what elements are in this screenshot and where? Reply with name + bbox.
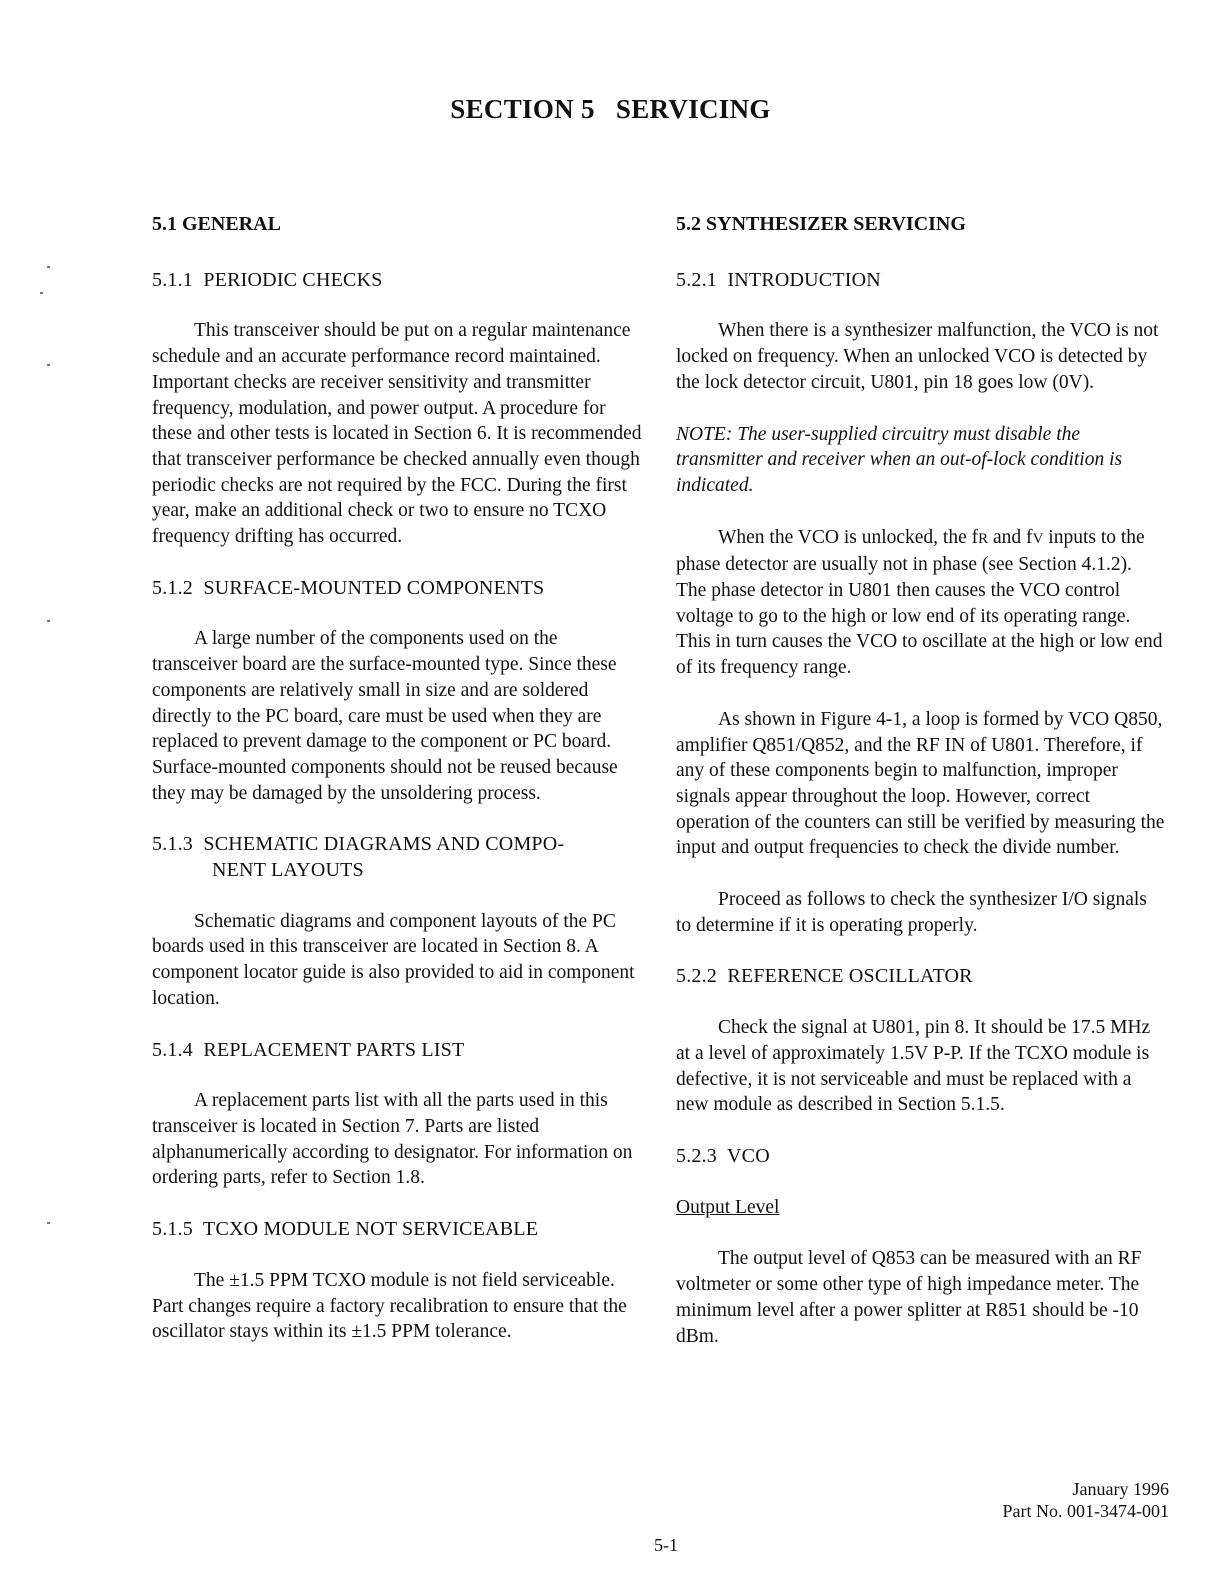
left-column [152, 212, 642, 1371]
footer-info [1003, 1478, 1169, 1522]
footer-part-number: Part No. 001-3474-001 [1002, 1501, 1169, 1521]
section-heading-synthesizer: 5.2 SYNTHESIZER SERVICING [676, 213, 966, 235]
heading-schematic-diagrams [152, 832, 642, 883]
paragraph-loop: As shown in Figure 4-1, a loop is formed by VCO Q850, amplifier Q851/Q852, and the RF IN of U801. Therefore, if any of these components begin to malfunction, improper signals appear throughout the loop. However, correct operation of the counters can still be verified by measuring the input and output frequencies to check the divide number. [676, 708, 1165, 859]
paragraph-tcxo-module: The ±1.5 PPM TCXO module is not field serviceable. Part changes require a factory recalibration to ensure that the oscillator stays within its ±1.5 PPM tolerance. [152, 1269, 627, 1343]
paragraph-unlocked-vco: When the VCO is unlocked, the fR and fV inputs to the phase detector are usually not in phase (see Section 4.1.2). The phase detector in U801 then causes the VCO control voltage to go to the high or low end of its operating range. This in turn causes the VCO to oscillate at the high or low end of its frequency range. [676, 526, 1163, 679]
heading-replacement-parts: 5.1.4 REPLACEMENT PARTS LIST [152, 1038, 465, 1061]
page-title: SECTION 5 SERVICING [450, 94, 771, 124]
page-number: 5-1 [654, 1535, 678, 1555]
margin-mark [47, 1222, 50, 1224]
heading-periodic-checks: 5.1.1 PERIODIC CHECKS [152, 268, 383, 291]
footer-date: January 1996 [1072, 1479, 1169, 1499]
heading-line: 5.1.3 SCHEMATIC DIAGRAMS AND COMPO- [152, 833, 565, 856]
paragraph-proceed: Proceed as follows to check the synthesizer I/O signals to determine if it is operating properly. [676, 889, 1147, 936]
paragraph-schematic-diagrams: Schematic diagrams and component layouts of the PC boards used in this transceiver are located in Section 8. A component locator guide is also provided to aid in component location. [152, 910, 635, 1009]
right-column [676, 212, 1166, 1375]
margin-mark [47, 620, 50, 622]
heading-introduction: 5.2.1 INTRODUCTION [676, 268, 881, 291]
margin-mark [47, 266, 50, 268]
heading-surface-mounted: 5.1.2 SURFACE-MOUNTED COMPONENTS [152, 576, 545, 599]
paragraph-introduction: When there is a synthesizer malfunction, the VCO is not locked on frequency. When an unlocked VCO is detected by the lock detector circuit, U801, pin 18 goes low (0V). [676, 320, 1159, 393]
heading-line: NENT LAYOUTS [212, 859, 364, 882]
subheading-output-level: Output Level [676, 1196, 780, 1218]
note-out-of-lock: NOTE: The user-supplied circuitry must disable the transmitter and receiver when an out-of-lock condition is indicated. [676, 423, 1123, 496]
paragraph-periodic-checks: This transceiver should be put on a regular maintenance schedule and an accurate performance record maintained. Important checks are receiver sensitivity and transmitter frequency, modulation, and power output. A procedure for these and other tests is located in Section 6. It is recommended that transceiver performance be checked annually even though periodic checks are not required by the FCC. During the first year, make an additional check or two to ensure no TCXO frequency drifting has occurred. [152, 320, 642, 548]
heading-reference-oscillator: 5.2.2 REFERENCE OSCILLATOR [676, 965, 973, 988]
paragraph-replacement-parts: A replacement parts list with all the parts used in this transceiver is located in Section 7. Parts are listed alphanumerically according to designator. For information on ordering parts, refer to Section 1.8. [152, 1090, 633, 1189]
paragraph-surface-mounted: A large number of the components used on the transceiver board are the surface-mounted type. Since these components are relatively small in size and are soldered directly to the PC board, care must be used when they are replaced to prevent damage to the component or PC board. Surface-mounted components should not be reused because they may be damaged by the unsoldering process. [152, 628, 618, 804]
heading-tcxo-module: 5.1.5 TCXO MODULE NOT SERVICEABLE [152, 1218, 539, 1241]
heading-vco: 5.2.3 VCO [676, 1144, 770, 1167]
margin-mark [40, 292, 43, 294]
paragraph-output-level: The output level of Q853 can be measured with an RF voltmeter or some other type of high impedance meter. The minimum level after a power splitter at R851 should be -10 dBm. [676, 1248, 1142, 1347]
paragraph-reference-oscillator: Check the signal at U801, pin 8. It should be 17.5 MHz at a level of approximately 1.5V P-P. If the TCXO module is defective, it is not serviceable and must be replaced with a new module as described in Section 5.1.5. [676, 1017, 1151, 1116]
section-heading-general: 5.1 GENERAL [152, 213, 281, 235]
margin-mark [47, 364, 50, 366]
